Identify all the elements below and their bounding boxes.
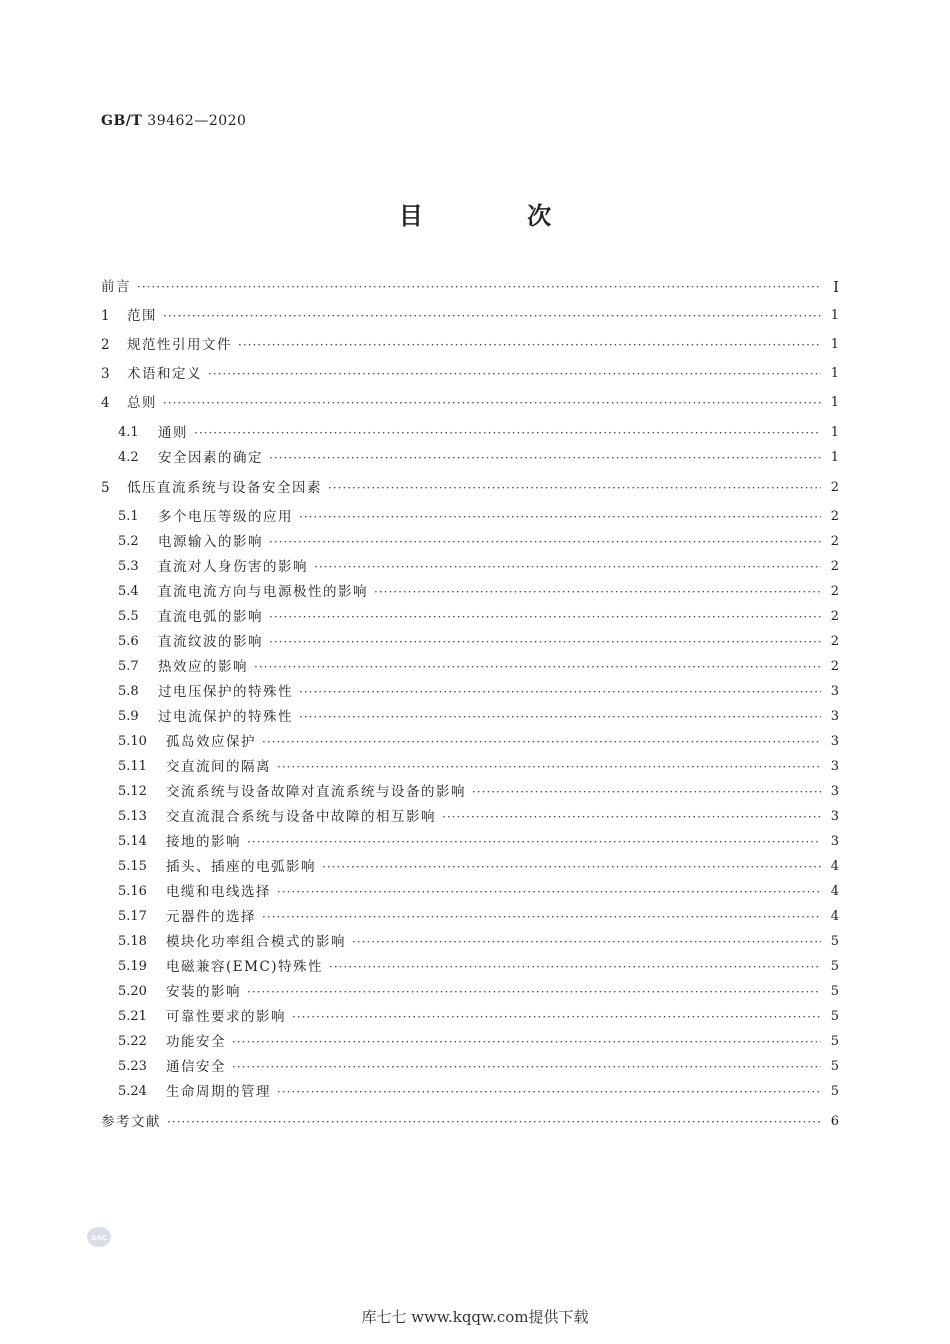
toc-entry-number: 5.4 [118,584,139,599]
toc-entry[interactable] [101,334,839,354]
toc-leader-dots [442,808,821,826]
toc-entry-label: 范围 [127,308,157,324]
toc-entry-page: 5 [830,1034,839,1049]
standard-code [101,113,246,129]
toc-entry-label: 电缆和电线选择 [166,884,271,900]
toc-entry[interactable] [101,477,839,497]
toc-entry-number: 5.22 [118,1034,147,1049]
toc-entry-page: 5 [830,984,839,999]
toc-entry-page: 1 [830,337,839,352]
toc-entry-page: 3 [830,809,839,824]
toc-leader-dots [194,424,821,442]
toc-entry[interactable] [118,1056,839,1076]
toc-entry-label: 多个电压等级的应用 [158,509,293,525]
toc-entry-label: 生命周期的管理 [166,1084,271,1100]
toc-leader-dots [277,1083,821,1101]
toc-entry[interactable] [118,756,839,776]
toc-entry-label: 前言 [101,279,131,295]
toc-entry-page: I [833,278,839,296]
toc-entry-page: 1 [830,450,839,465]
toc-entry-label: 元器件的选择 [166,909,256,925]
toc-leader-dots [247,983,821,1001]
toc-entry-label: 参考文献 [101,1114,161,1130]
toc-entry-label: 安全因素的确定 [158,450,263,466]
toc-entry-number: 4.2 [118,450,139,465]
toc-entry-number: 5.2 [118,534,139,549]
toc-leader-dots [232,1058,821,1076]
toc-entry-page: 2 [830,609,839,624]
toc-entry[interactable] [118,681,839,701]
toc-leader-dots [352,933,821,951]
toc-entry-page: 2 [830,480,839,495]
toc-entry-number: 5.16 [118,884,147,899]
toc-leader-dots [277,758,821,776]
toc-entry-label: 直流电弧的影响 [158,609,263,625]
standard-prefix: GB/T [101,113,143,129]
toc-leader-dots [163,307,821,325]
toc-entry-label: 规范性引用文件 [127,337,232,353]
toc-entry-label: 功能安全 [166,1034,226,1050]
toc-entry-number: 5.17 [118,909,147,924]
toc-entry-page: 1 [830,395,839,410]
toc-entry-page: 2 [830,659,839,674]
toc-entry-page: 1 [830,366,839,381]
toc-entry-number: 5.24 [118,1084,147,1099]
toc-entry-page: 5 [830,934,839,949]
standard-number: 39462—2020 [147,113,247,129]
toc-entry-label: 低压直流系统与设备安全因素 [127,480,322,496]
toc-entry-label: 可靠性要求的影响 [166,1009,286,1025]
toc-entry-page: 4 [830,884,839,899]
toc-leader-dots [269,449,821,467]
toc-entry-page: 4 [830,909,839,924]
toc-entry-label: 孤岛效应保护 [166,734,256,750]
toc-entry[interactable] [118,631,839,651]
toc-leader-dots [374,583,821,601]
toc-leader-dots [262,733,821,751]
toc-entry-number: 5.20 [118,984,147,999]
toc-entry-page: 2 [830,559,839,574]
toc-entry-number: 5.7 [118,659,139,674]
toc-entry-label: 模块化功率组合模式的影响 [166,934,346,950]
toc-entry-number: 5.3 [118,559,139,574]
toc-entry[interactable] [101,363,839,383]
toc-entry-number: 5.8 [118,684,139,699]
toc-entry[interactable] [118,506,839,526]
toc-entry[interactable] [118,1031,839,1051]
toc-leader-dots [167,1113,821,1131]
toc-entry-page: 3 [830,734,839,749]
toc-entry[interactable] [118,956,839,976]
toc-entry-label: 电磁兼容(EMC)特殊性 [166,959,324,975]
toc-entry-page: 2 [830,584,839,599]
toc-entry-label: 交流系统与设备故障对直流系统与设备的影响 [166,784,466,800]
toc-entry-label: 通信安全 [166,1059,226,1075]
toc-entry[interactable] [118,422,839,442]
toc-entry-number: 3 [101,366,110,382]
toc-entry[interactable] [118,581,839,601]
toc-leader-dots [238,336,821,354]
toc-leader-dots [262,908,821,926]
toc-entry-page: 1 [830,308,839,323]
footer-download-note: 库七七 www.kqqw.com提供下载 [361,1308,589,1326]
toc-entry-label: 热效应的影响 [158,659,248,675]
toc-entry[interactable] [118,931,839,951]
toc-leader-dots [299,708,821,726]
toc-entry-number: 5.6 [118,634,139,649]
toc-entry-label: 插头、插座的电弧影响 [166,859,316,875]
toc-leader-dots [247,833,821,851]
toc-entry[interactable] [118,656,839,676]
toc-leader-dots [269,608,821,626]
toc-entry-label: 交直流混合系统与设备中故障的相互影响 [166,809,436,825]
toc-entry-number: 5.12 [118,784,147,799]
toc-entry-page: 5 [830,1084,839,1099]
toc-entry-page: 2 [830,509,839,524]
toc-leader-dots [322,858,821,876]
toc-leader-dots [299,508,821,526]
toc-entry-number: 5.5 [118,609,139,624]
toc-entry[interactable] [118,831,839,851]
toc-entry-number: 5.9 [118,709,139,724]
toc-entry-number: 5.18 [118,934,147,949]
page-title: 目 次 [398,202,600,230]
toc-leader-dots [269,633,821,651]
toc-entry[interactable] [118,531,839,551]
toc-entry-page: 6 [830,1114,839,1129]
toc-entry-label: 术语和定义 [127,366,202,382]
toc-entry[interactable] [118,706,839,726]
toc-entry[interactable] [118,556,839,576]
toc-leader-dots [472,783,821,801]
toc-entry-page: 5 [830,1059,839,1074]
toc-leader-dots [208,365,821,383]
svg-text:SAC: SAC [91,1234,107,1242]
toc-entry-label: 安装的影响 [166,984,241,1000]
toc-entry-page: 1 [830,425,839,440]
toc-entry-number: 5.14 [118,834,147,849]
toc-leader-dots [232,1033,821,1051]
toc-entry-number: 5.13 [118,809,147,824]
toc-leader-dots [137,278,821,296]
toc-entry[interactable] [118,731,839,751]
toc-leader-dots [314,558,821,576]
toc-entry-number: 5.1 [118,509,139,524]
toc-entry-number: 5.10 [118,734,147,749]
toc-entry[interactable] [118,881,839,901]
toc-entry-number: 5.11 [118,759,147,774]
toc-entry-number: 1 [101,308,110,324]
toc-entry-number: 5.15 [118,859,147,874]
toc-entry-page: 3 [830,834,839,849]
toc-entry-number: 4.1 [118,425,139,440]
toc-entry-number: 5 [101,480,110,496]
toc-leader-dots [292,1008,821,1026]
sac-logo-icon [86,1226,112,1248]
toc-entry[interactable] [101,392,839,412]
toc-entry[interactable] [118,906,839,926]
toc-leader-dots [163,394,821,412]
toc-leader-dots [328,479,821,497]
toc-entry-page: 3 [830,784,839,799]
toc-entry[interactable] [118,806,839,826]
toc-entry-label: 通则 [158,425,188,441]
toc-entry[interactable] [101,305,839,325]
toc-entry-page: 3 [830,684,839,699]
toc-entry-label: 直流电流方向与电源极性的影响 [158,584,368,600]
toc-entry-page: 5 [830,959,839,974]
toc-entry[interactable] [118,781,839,801]
toc-entry-label: 过电压保护的特殊性 [158,684,293,700]
toc-entry-page: 2 [830,534,839,549]
toc-entry-number: 5.23 [118,1059,147,1074]
toc-leader-dots [254,658,821,676]
toc-entry-label: 电源输入的影响 [158,534,263,550]
toc-entry[interactable] [118,1081,839,1101]
toc-entry[interactable] [118,856,839,876]
toc-entry-page: 5 [830,1009,839,1024]
toc-entry[interactable] [118,981,839,1001]
toc-entry-number: 2 [101,337,110,353]
toc-leader-dots [277,883,821,901]
toc-leader-dots [329,958,821,976]
toc-entry[interactable] [118,1006,839,1026]
toc-entry-label: 直流对人身伤害的影响 [158,559,308,575]
toc-entry-number: 4 [101,395,110,411]
toc-entry[interactable] [101,276,839,296]
toc-entry-label: 直流纹波的影响 [158,634,263,650]
toc-entry-label: 过电流保护的特殊性 [158,709,293,725]
toc-entry-label: 接地的影响 [166,834,241,850]
toc-entry-page: 4 [830,859,839,874]
toc-entry[interactable] [118,447,839,467]
toc-entry-page: 3 [830,709,839,724]
toc-entry-label: 总则 [127,395,157,411]
toc-entry-page: 2 [830,634,839,649]
toc-leader-dots [269,533,821,551]
toc-leader-dots [299,683,821,701]
toc-entry[interactable] [118,606,839,626]
toc-entry[interactable] [101,1111,839,1131]
toc-entry-number: 5.21 [118,1009,147,1024]
toc-entry-page: 3 [830,759,839,774]
toc-entry-number: 5.19 [118,959,147,974]
toc-entry-label: 交直流间的隔离 [166,759,271,775]
